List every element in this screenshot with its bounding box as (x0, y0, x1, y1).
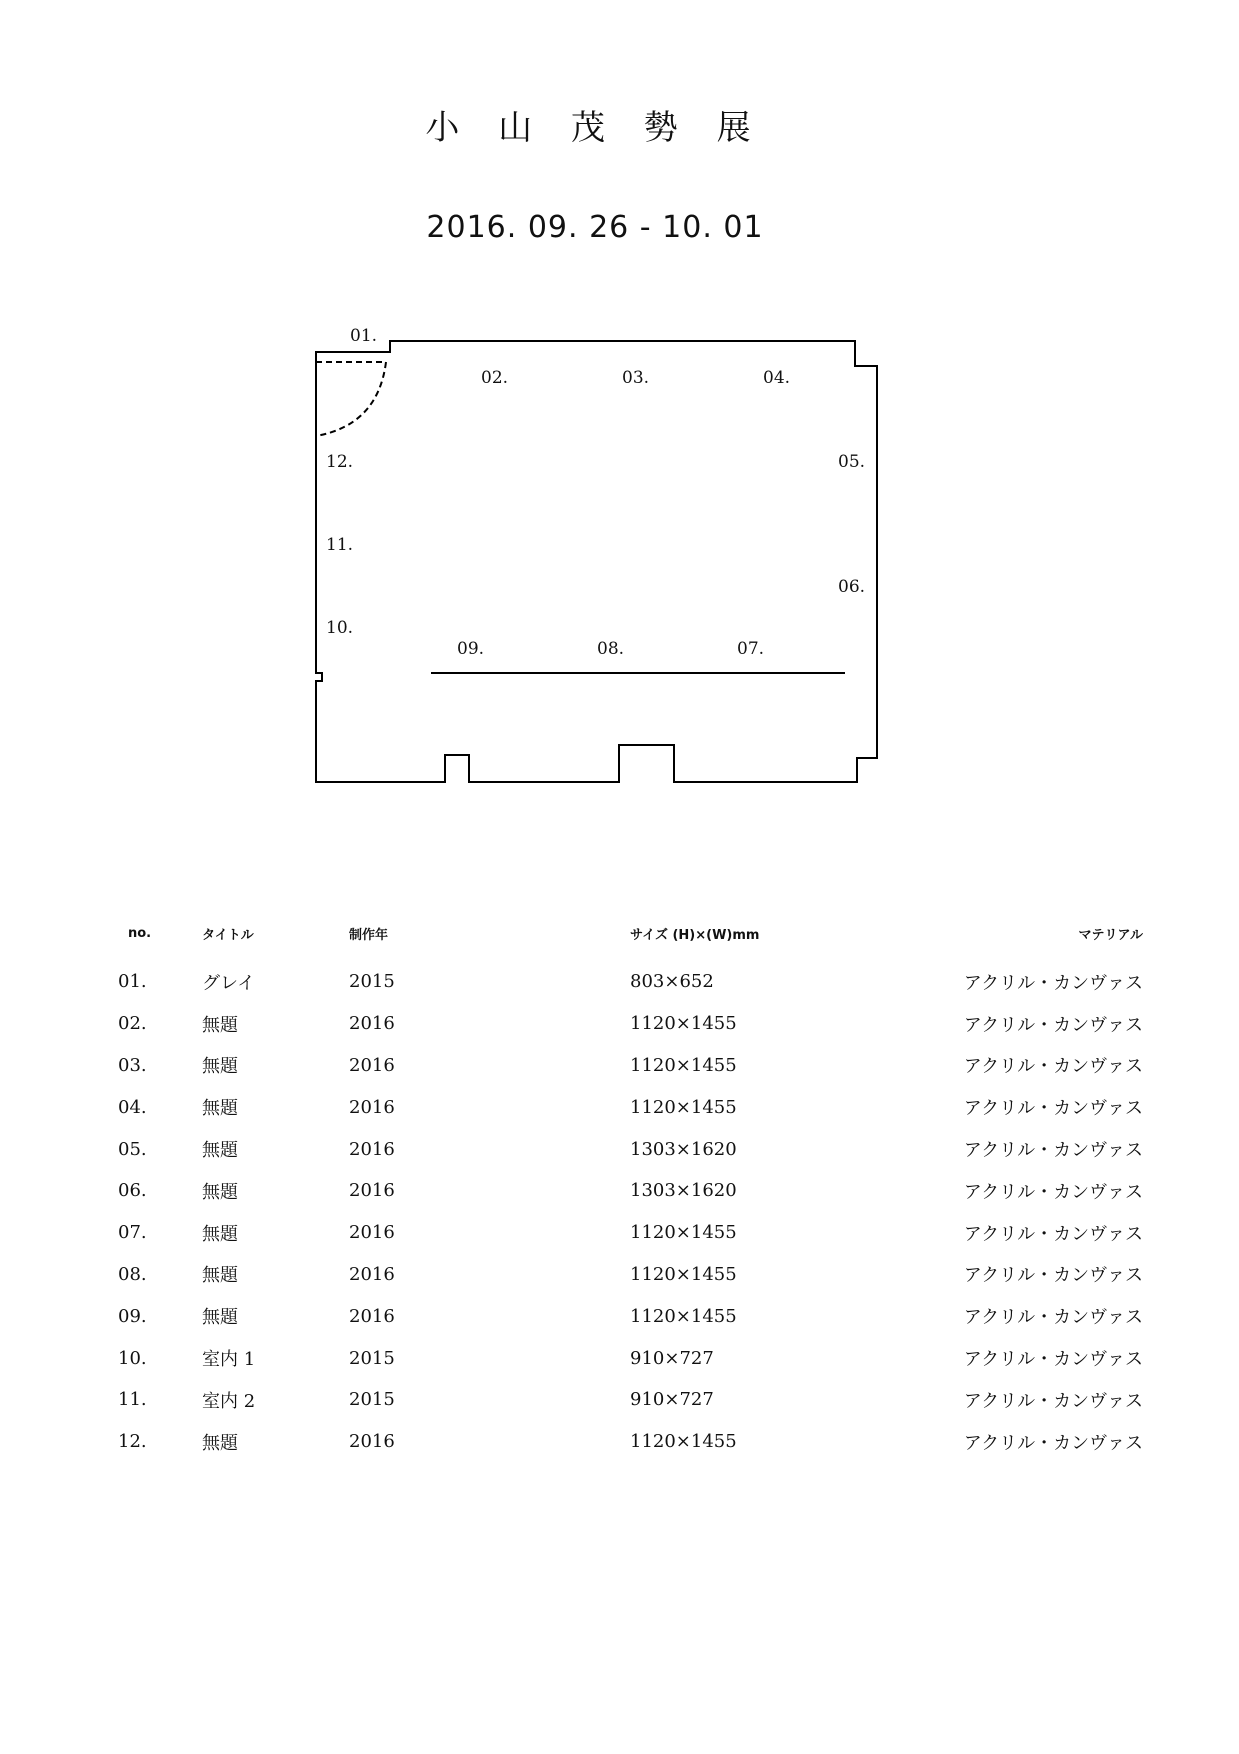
cell-title: 無題 (202, 1432, 238, 1454)
exhibition-title: 小 山 茂 勢 展 (425, 108, 765, 148)
cell-year: 2016 (349, 1305, 395, 1327)
room-outline (316, 341, 877, 782)
position-label: 01. (350, 326, 378, 346)
position-label: 02. (481, 368, 509, 388)
cell-year: 2016 (349, 1096, 395, 1118)
cell-title: 無題 (202, 1265, 238, 1287)
cell-size: 1120×1455 (630, 1054, 737, 1076)
cell-no: 08. (118, 1263, 147, 1285)
cell-material: アクリル・カンヴァス (963, 972, 1143, 994)
table-row (118, 1170, 1143, 1212)
cell-no: 01. (118, 971, 147, 993)
table-row (118, 1212, 1143, 1254)
position-label: 06. (838, 577, 866, 597)
cell-title: 無題 (202, 1181, 238, 1203)
cell-title: 室内 1 (202, 1349, 256, 1371)
cell-title: 無題 (202, 1098, 238, 1120)
cell-size: 1120×1455 (630, 1263, 737, 1285)
position-label: 11. (326, 535, 354, 555)
cell-year: 2015 (349, 1389, 395, 1411)
cell-size: 1120×1455 (630, 1431, 737, 1453)
cell-no: 02. (118, 1013, 147, 1035)
cell-size: 1120×1455 (630, 1013, 737, 1035)
position-label: 07. (737, 639, 765, 659)
cell-material: アクリル・カンヴァス (963, 1265, 1143, 1287)
table-row (118, 1128, 1143, 1170)
table-row (118, 1086, 1143, 1128)
cell-material: アクリル・カンヴァス (963, 1223, 1143, 1245)
cell-year: 2016 (349, 1054, 395, 1076)
cell-material: アクリル・カンヴァス (963, 1181, 1143, 1203)
table-header-row (118, 924, 1143, 961)
cell-size: 1303×1620 (630, 1180, 737, 1202)
header-size: サイズ (H)×(W)mm (630, 928, 760, 943)
header-material: マテリアル (1078, 928, 1143, 943)
cell-no: 06. (118, 1180, 147, 1202)
cell-year: 2015 (349, 971, 395, 993)
cell-title: 無題 (202, 1307, 238, 1329)
header-title: タイトル (202, 928, 254, 943)
position-label: 10. (326, 618, 354, 638)
position-label: 08. (597, 639, 625, 659)
cell-material: アクリル・カンヴァス (963, 1140, 1143, 1162)
cell-no: 10. (118, 1347, 147, 1369)
cell-no: 07. (118, 1222, 147, 1244)
cell-material: アクリル・カンヴァス (963, 1390, 1143, 1412)
cell-no: 03. (118, 1054, 147, 1076)
cell-size: 1120×1455 (630, 1096, 737, 1118)
cell-material: アクリル・カンヴァス (963, 1432, 1143, 1454)
cell-material: アクリル・カンヴァス (963, 1349, 1143, 1371)
table-row (118, 961, 1143, 1003)
cell-title: 無題 (202, 1014, 238, 1036)
header-no: no. (128, 926, 152, 941)
position-label: 12. (326, 452, 354, 472)
cell-material: アクリル・カンヴァス (963, 1014, 1143, 1036)
cell-no: 12. (118, 1431, 147, 1453)
table-row (118, 1003, 1143, 1045)
cell-no: 11. (118, 1389, 147, 1411)
table-row (118, 1379, 1143, 1421)
cell-size: 1120×1455 (630, 1222, 737, 1244)
cell-size: 803×652 (630, 971, 714, 993)
cell-size: 1303×1620 (630, 1138, 737, 1160)
cell-material: アクリル・カンヴァス (963, 1307, 1143, 1329)
cell-title: 無題 (202, 1140, 238, 1162)
position-label: 04. (763, 368, 791, 388)
position-label: 03. (622, 368, 650, 388)
cell-title: 室内 2 (202, 1390, 256, 1412)
cell-size: 1120×1455 (630, 1305, 737, 1327)
table-row (118, 1045, 1143, 1087)
cell-material: アクリル・カンヴァス (963, 1056, 1143, 1078)
cell-no: 09. (118, 1305, 147, 1327)
cell-title: 無題 (202, 1056, 238, 1078)
floor-plan (0, 0, 1239, 800)
cell-size: 910×727 (630, 1389, 714, 1411)
position-label: 09. (457, 639, 485, 659)
position-label: 05. (838, 452, 866, 472)
table-row (118, 1337, 1143, 1379)
cell-year: 2016 (349, 1263, 395, 1285)
cell-year: 2016 (349, 1431, 395, 1453)
cell-title: グレイ (202, 972, 256, 994)
works-table (118, 924, 1143, 1463)
exhibition-dates: 2016. 09. 26 - 10. 01 (426, 210, 764, 245)
table-row (118, 1254, 1143, 1296)
cell-year: 2015 (349, 1347, 395, 1369)
table-row (118, 1295, 1143, 1337)
cell-year: 2016 (349, 1222, 395, 1244)
cell-year: 2016 (349, 1180, 395, 1202)
door-swing (316, 362, 386, 436)
header-year: 制作年 (349, 928, 389, 943)
cell-size: 910×727 (630, 1347, 714, 1369)
cell-no: 05. (118, 1138, 147, 1160)
table-row (118, 1421, 1143, 1463)
cell-no: 04. (118, 1096, 147, 1118)
cell-year: 2016 (349, 1138, 395, 1160)
cell-material: アクリル・カンヴァス (963, 1098, 1143, 1120)
cell-title: 無題 (202, 1223, 238, 1245)
cell-year: 2016 (349, 1013, 395, 1035)
